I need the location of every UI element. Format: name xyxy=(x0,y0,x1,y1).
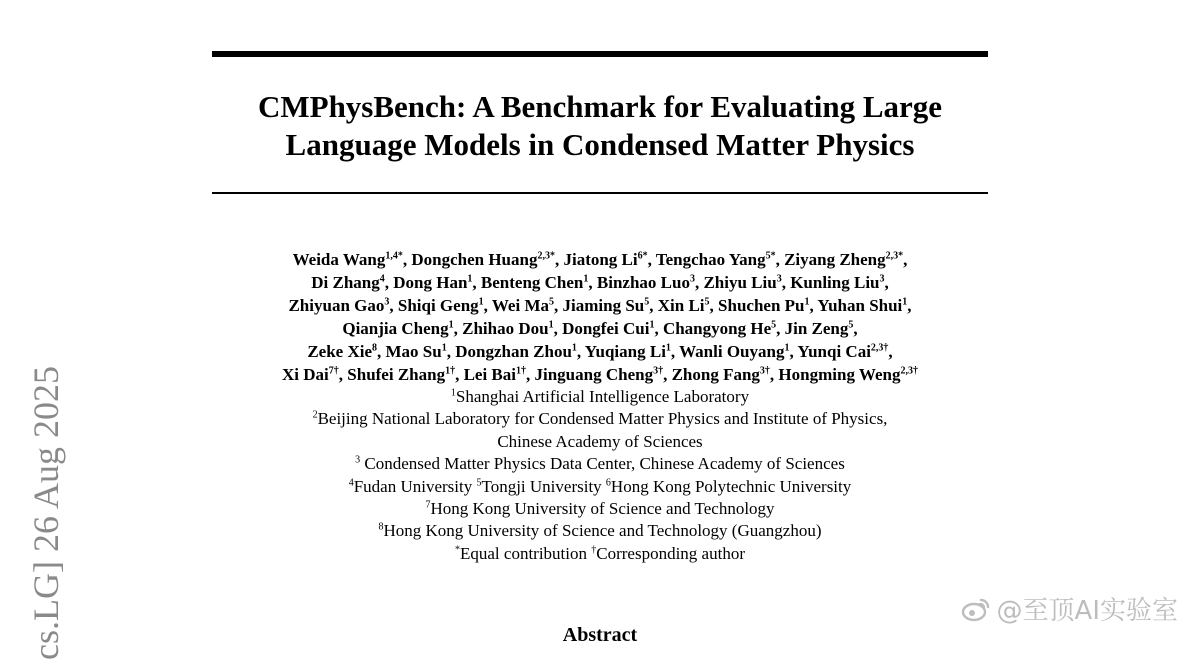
author-name: Jin Zeng$^5$, xyxy=(784,319,858,338)
author-name: Zhong Fang$^{3\dagger}$, xyxy=(671,365,779,384)
author-name: Wei Ma$^5$, xyxy=(491,296,563,315)
author-name: Lei Bai$^{1\dagger}$, xyxy=(463,365,535,384)
affiliation-2-continued: Chinese Academy of Sciences xyxy=(497,431,703,451)
affiliation-4-5-6: $^4$Fudan University $^5$Tongji University $^6$Hong Kong Polytechnic University xyxy=(348,476,852,496)
author-name: Shiqi Geng$^1$, xyxy=(397,296,492,315)
author-name: Yuqiang Li$^1$, xyxy=(584,342,680,361)
title-bottom-rule xyxy=(212,192,988,194)
author-name: Benteng Chen$^1$, xyxy=(480,273,597,292)
author-name: Shuchen Pu$^1$, xyxy=(718,296,818,315)
title-top-rule xyxy=(212,51,988,57)
author-name: Jiaming Su$^5$, xyxy=(562,296,658,315)
author-name: Xin Li$^5$, xyxy=(657,296,719,315)
author-name: Ziyang Zheng$^{2,3*}$, xyxy=(784,250,908,269)
author-list xyxy=(150,248,1050,386)
author-name: Zhihao Dou$^1$, xyxy=(462,319,563,338)
author-name: Qianjia Cheng$^1$, xyxy=(342,319,463,338)
contribution-note: *Equal contribution †Corresponding author xyxy=(455,543,745,563)
author-name: Di Zhang$^4$, xyxy=(311,273,394,292)
author-line xyxy=(150,317,1050,340)
watermark-text: @至顶AI实验室 xyxy=(996,596,1178,626)
author-name: Kunling Liu$^3$, xyxy=(790,273,889,292)
author-name: Dongchen Huang$^{2,3*}$, xyxy=(411,250,564,269)
author-name: Shufei Zhang$^{1\dagger}$, xyxy=(347,365,464,384)
author-name: Xi Dai$^{7\dagger}$, xyxy=(282,365,348,384)
affiliation-1: $^1$Shanghai Artificial Intelligence Laboratory xyxy=(450,387,750,406)
abstract-heading: Abstract xyxy=(562,624,638,646)
affiliation-7: $^7$Hong Kong University of Science and Technology xyxy=(425,499,775,519)
author-name: Zhiyuan Gao$^3$, xyxy=(288,296,398,315)
weibo-logo-icon xyxy=(961,594,991,624)
author-name: Zhiyu Liu$^3$, xyxy=(703,273,791,292)
watermark xyxy=(961,590,1178,627)
author-line xyxy=(150,340,1050,363)
author-line xyxy=(150,271,1050,294)
author-name: Jinguang Cheng$^{3\dagger}$, xyxy=(534,365,672,384)
author-name: Tengchao Yang$^{5*}$, xyxy=(655,250,785,269)
affiliation-3: $^3$ Condensed Matter Physics Data Center, Chinese Academy of Sciences xyxy=(355,454,845,474)
author-name: Dong Han$^1$, xyxy=(393,273,481,292)
arxiv-side-stamp: cs.LG] 26 Aug 2025 xyxy=(26,366,66,660)
paper-title-line-1: CMPhysBench: A Benchmark for Evaluating Large xyxy=(257,89,943,124)
paper-title xyxy=(212,88,988,164)
author-name: Mao Su$^1$, xyxy=(385,342,456,361)
paper-title-line-2: Language Models in Condensed Matter Physics xyxy=(285,127,915,162)
author-line xyxy=(150,248,1050,271)
author-name: Jiatong $Li^{6*}$, xyxy=(563,250,656,269)
author-name: Changyong He$^5$, xyxy=(662,319,785,338)
author-name: Binzhao Luo$^3$, xyxy=(596,273,704,292)
affiliation-8: $^8$Hong Kong University of Science and Technology (Guangzhou) xyxy=(378,521,822,541)
affiliation-list xyxy=(150,386,1050,565)
author-name: Yunqi Cai$^{2,3\dagger}$, xyxy=(797,342,893,361)
author-name: Wanli Ouyang$^1$, xyxy=(679,342,798,361)
author-name: Dongzhan Zhou$^1$, xyxy=(455,342,585,361)
author-name: Hongming Weng$^{2,3\dagger}$ xyxy=(778,365,918,384)
author-name: Weida Wang$^{1,4*}$, xyxy=(292,250,412,269)
author-line xyxy=(150,294,1050,317)
author-line xyxy=(150,363,1050,386)
affiliation-2: $^2$Beijing National Laboratory for Condensed Matter Physics and Institute of Physics, xyxy=(312,409,888,429)
author-name: Dongfei Cui$^1$, xyxy=(562,319,663,338)
author-name: Zeke Xie$^8$, xyxy=(307,342,386,361)
author-name: Yuhan Shui$^1$, xyxy=(817,296,912,315)
